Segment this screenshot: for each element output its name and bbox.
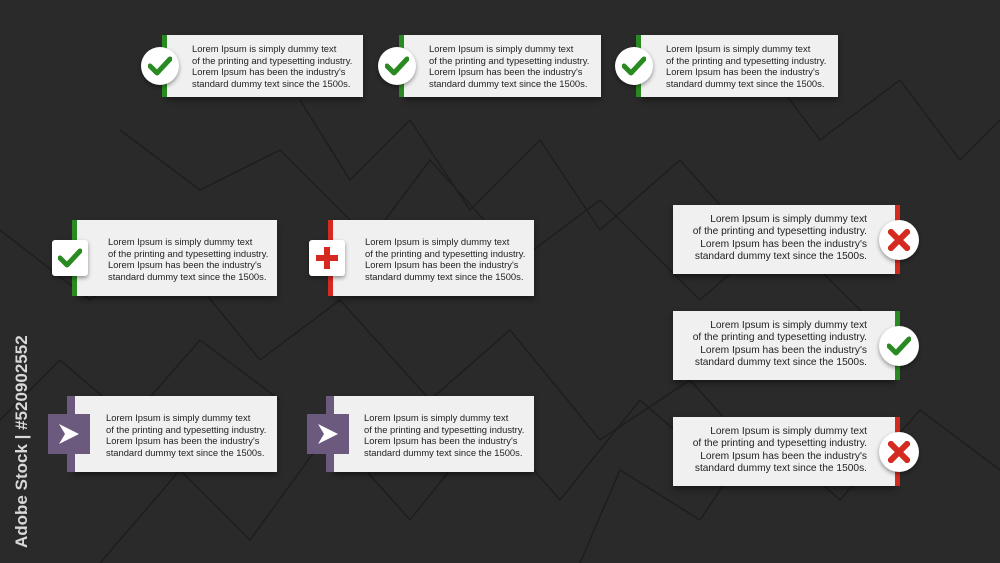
card-bottom-left-2 (333, 396, 534, 472)
card-top-2 (404, 35, 601, 97)
card-text: Lorem Ipsum is simply dummy text of the printing and typesetting industry. Lorem Ipsum has been the industry's standard dummy text since the 1500s. (666, 43, 827, 89)
card-right-2 (673, 311, 895, 380)
watermark (8, 330, 38, 550)
cross-badge (879, 220, 919, 260)
arrow-badge (48, 414, 90, 454)
check-badge (141, 47, 179, 85)
card-text: Lorem Ipsum is simply dummy text of the printing and typesetting industry. Lorem Ipsum has been the industry's standard dummy text since the 1500s. (692, 320, 867, 369)
arrow-icon (57, 422, 81, 446)
card-mid-left-1 (77, 220, 277, 296)
card-text: Lorem Ipsum is simply dummy text of the printing and typesetting industry. Lorem Ipsum has been the industry's standard dummy text since the 1500s. (106, 412, 267, 458)
card-text: Lorem Ipsum is simply dummy text of the printing and typesetting industry. Lorem Ipsum has been the industry's standard dummy text since the 1500s. (429, 43, 590, 89)
check-badge (378, 47, 416, 85)
check-icon (148, 56, 172, 76)
card-text: Lorem Ipsum is simply dummy text of the printing and typesetting industry. Lorem Ipsum has been the industry's standard dummy text since the 1500s. (364, 412, 525, 458)
watermark-text: Adobe Stock | #520902552 (12, 335, 31, 548)
plus-icon (315, 246, 339, 270)
card-text: Lorem Ipsum is simply dummy text of the printing and typesetting industry. Lorem Ipsum has been the industry's standard dummy text since the 1500s. (692, 214, 867, 263)
card-mid-left-2 (333, 220, 534, 296)
check-badge (879, 326, 919, 366)
check-badge (52, 240, 88, 276)
cross-badge (879, 432, 919, 472)
card-text: Lorem Ipsum is simply dummy text of the printing and typesetting industry. Lorem Ipsum has been the industry's standard dummy text since the 1500s. (192, 43, 353, 89)
card-bottom-left-1 (74, 396, 277, 472)
arrow-icon (316, 422, 340, 446)
cross-icon (888, 229, 910, 251)
card-text: Lorem Ipsum is simply dummy text of the printing and typesetting industry. Lorem Ipsum has been the industry's standard dummy text since the 1500s. (108, 236, 269, 282)
check-icon (887, 336, 911, 356)
arrow-badge (307, 414, 349, 454)
card-text: Lorem Ipsum is simply dummy text of the printing and typesetting industry. Lorem Ipsum has been the industry's standard dummy text since the 1500s. (692, 426, 867, 475)
check-icon (385, 56, 409, 76)
card-top-3 (641, 35, 838, 97)
check-icon (58, 248, 82, 268)
cross-icon (888, 441, 910, 463)
card-right-1 (673, 205, 895, 274)
check-badge (615, 47, 653, 85)
plus-badge (309, 240, 345, 276)
check-icon (622, 56, 646, 76)
card-top-1 (167, 35, 363, 97)
card-text: Lorem Ipsum is simply dummy text of the printing and typesetting industry. Lorem Ipsum has been the industry's standard dummy text since the 1500s. (365, 236, 526, 282)
card-right-3 (673, 417, 895, 486)
